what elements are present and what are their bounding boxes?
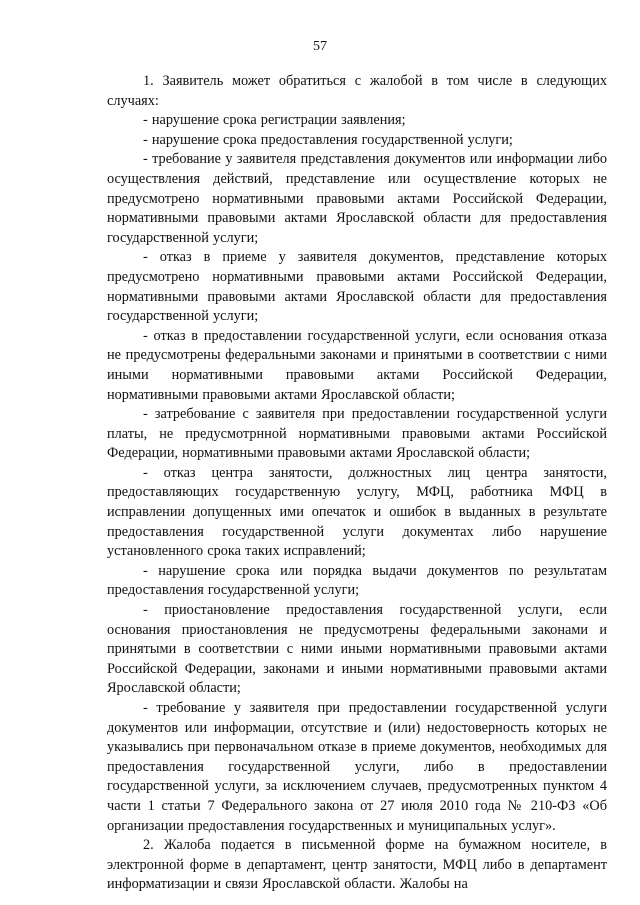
paragraph-1-intro: 1. Заявитель может обратиться с жалобой в том числе в следующих случаях: — [107, 73, 607, 109]
document-body — [107, 72, 607, 895]
list-item-refusal-service: - отказ в предоставлении государственной услуги, если основания отказа не предусмотрены федеральными законами и принятыми в соответствии с ними иными нормативными правовыми актами Российской Федерации, нормативными правовыми актами Ярославской области; — [107, 327, 607, 403]
list-item-suspension: - приостановление предоставления государственной услуги, если основания приостановления не предусмотрены федеральными законами и принятыми в соответствии с ними иными нормативными правовыми актами Российской Федерации, законами и иными нормативными правовыми актами Ярославской области; — [107, 602, 607, 697]
list-item-refusal-acceptance: - отказ в приеме у заявителя документов, представление которых предусмотрено нормативными правовыми актами Российской Федерации, нормативными правовыми актами Ярославской области для предоставления государственной услуги; — [107, 249, 607, 325]
list-item-registration-deadline: - нарушение срока регистрации заявления; — [143, 112, 406, 129]
list-item-correction-refusal: - отказ центра занятости, должностных лиц центра занятости, предоставляющих государственную услугу, МФЦ, работника МФЦ в исправлении допущенных ими опечаток и ошибок в выданных в результате предоставления государственной услуги документах либо нарушение установленного срока таких исправлений; — [107, 464, 607, 560]
list-item-extra-documents: - требование у заявителя представления документов или информации либо осуществления действий, представление или осуществление которых не предусмотрено нормативными правовыми актами Российской Федерации, нормативными правовыми актами Ярославской области для предоставления государственной услуги; — [107, 151, 607, 246]
page-number: 57 — [313, 39, 327, 54]
list-item-missing-info-requirement: - требование у заявителя при предоставлении государственной услуги документов или информации, отсутствие и (или) недостоверность которых не указывались при первоначальном отказе в приеме документов, необходимых для предоставления государственной услуги, либо в предоставлении государственной услуги, за исключением случаев, предусмотренных пунктом 4 части 1 статьи 7 Федерального закона от 27 июля 2010 года № 210-ФЗ «Об организации предоставления государственных и муниципальных услуг». — [107, 700, 607, 834]
list-item-fee-demand: - затребование с заявителя при предоставлении государственной услуги платы, не предусмотрнной нормативными правовыми актами Российской Федерации, нормативными правовыми актами Ярославской области; — [107, 406, 607, 462]
list-item-issuance-violation: - нарушение срока или порядка выдачи документов по результатам предоставления государственной услуги; — [107, 562, 607, 599]
list-item-service-deadline: - нарушение срока предоставления государственной услуги; — [143, 131, 513, 148]
paragraph-2-complaint-form: 2. Жалоба подается в письменной форме на бумажном носителе, в электронной форме в департамент, центр занятости, МФЦ либо в департамент информатизации и связи Ярославской области. Жалобы на — [107, 837, 607, 893]
